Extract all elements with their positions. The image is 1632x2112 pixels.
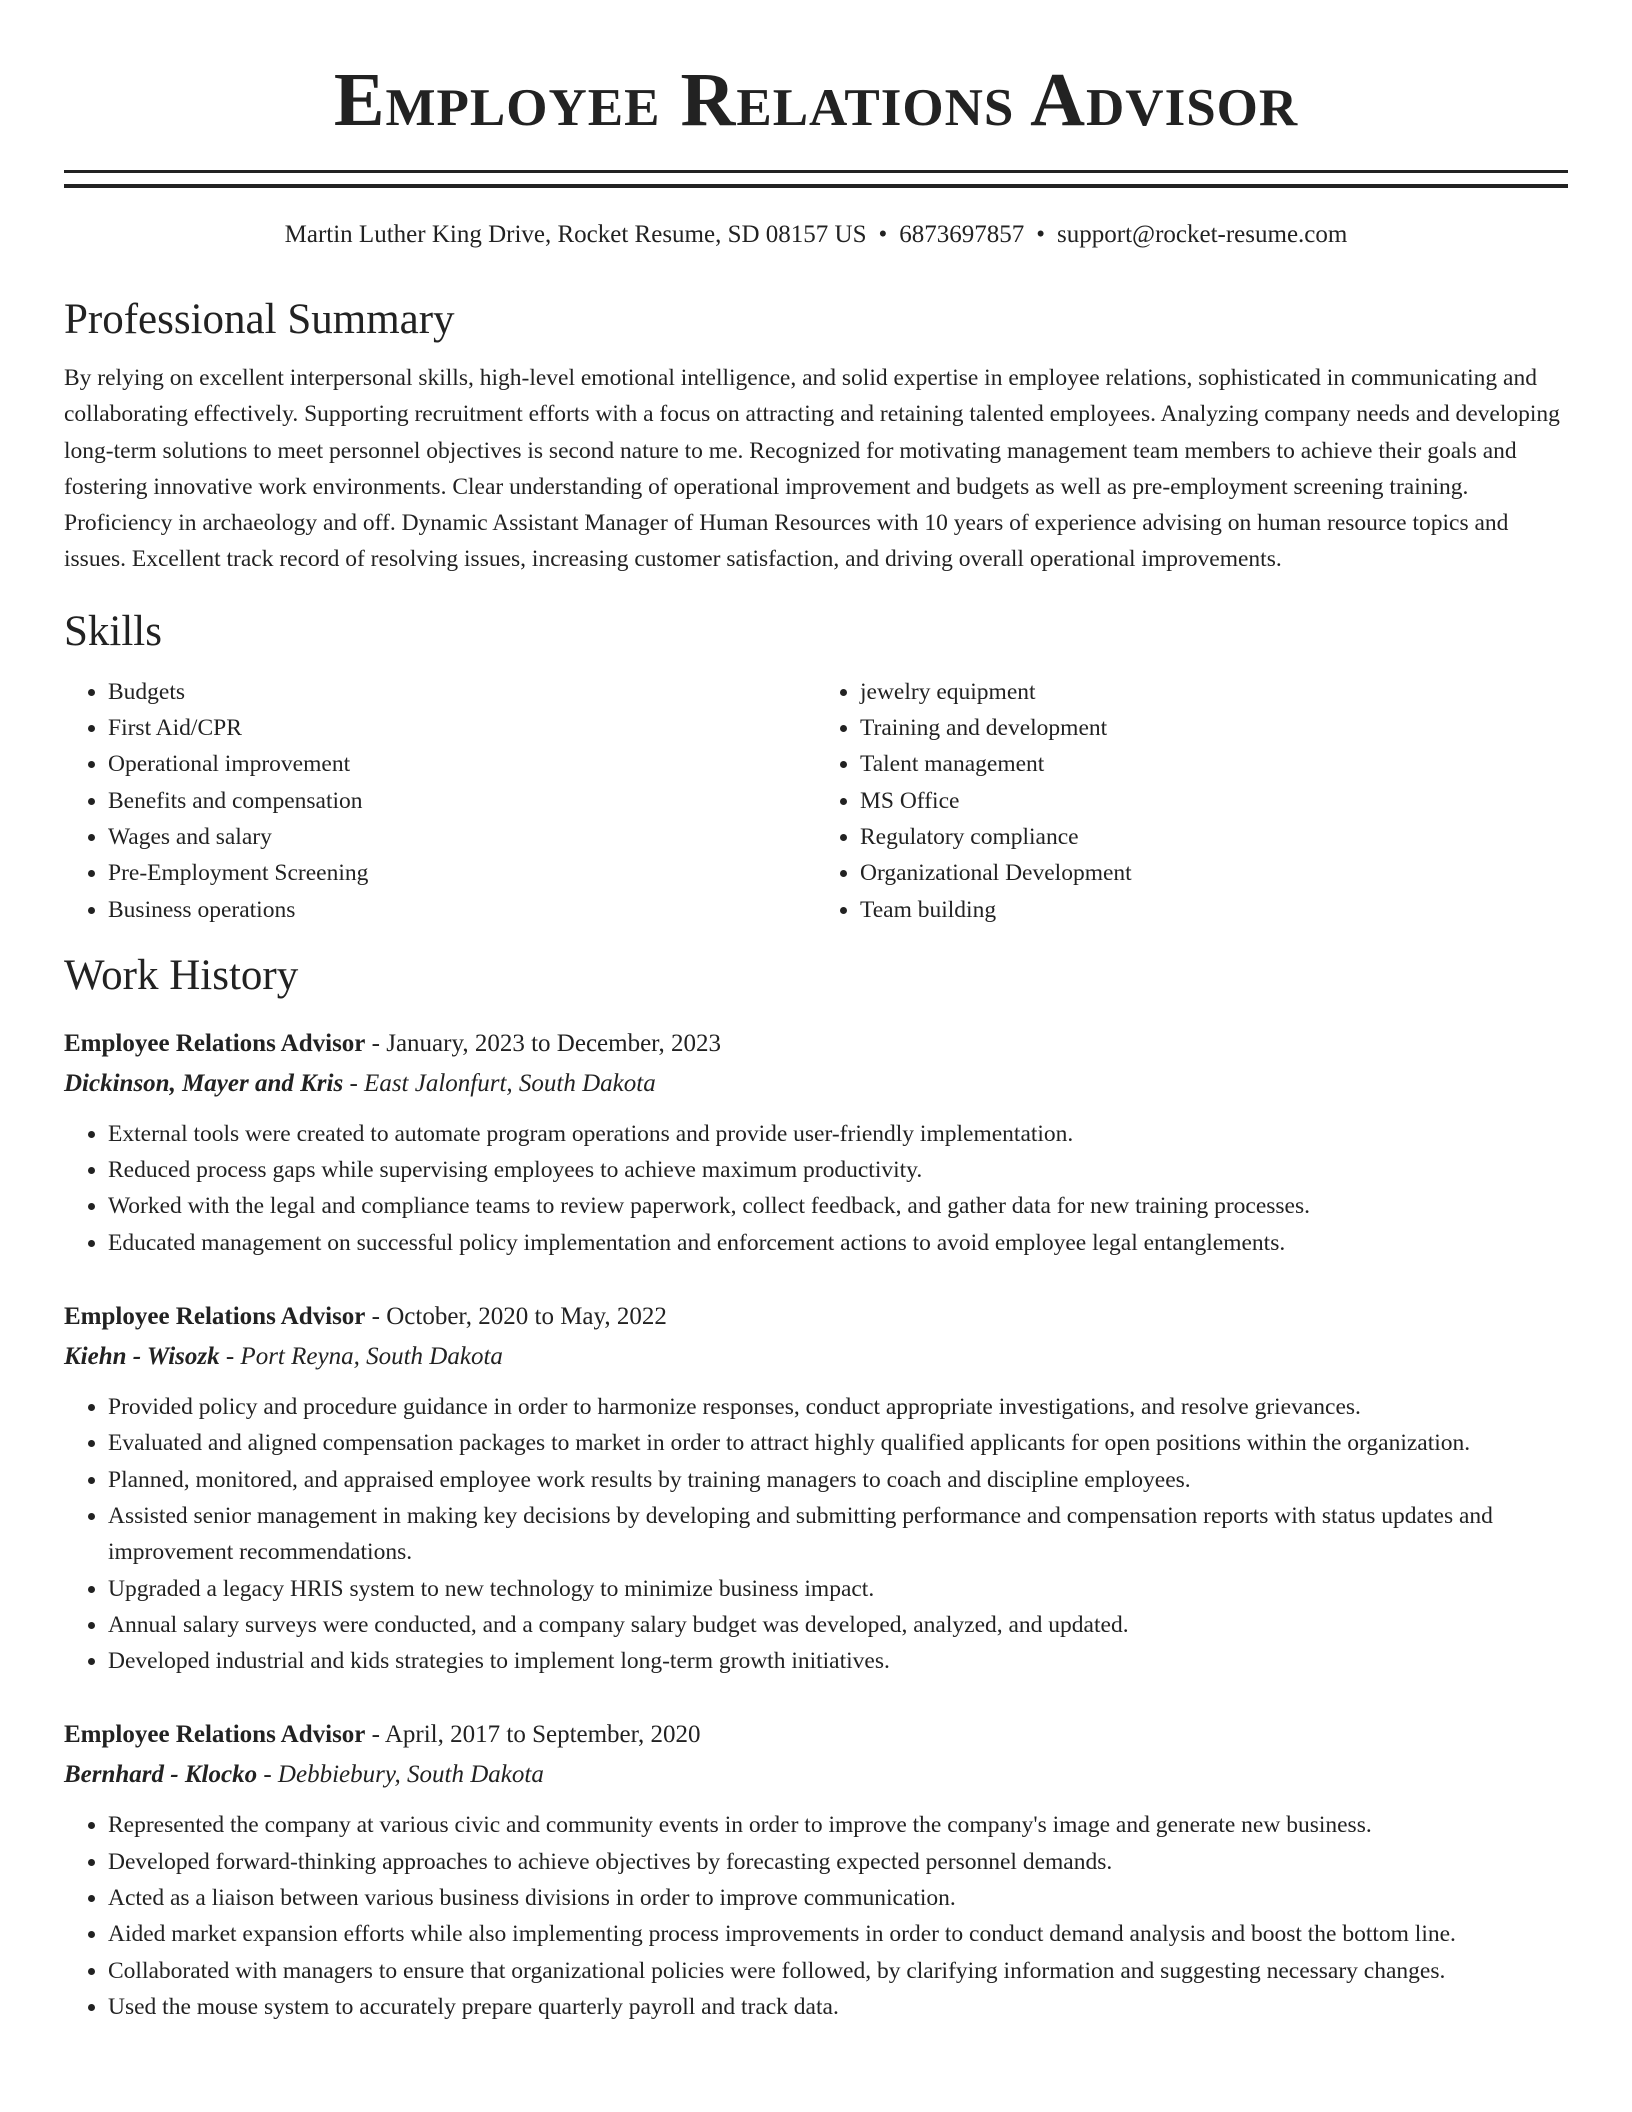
job-company-line [64,1755,1568,1795]
job-bullet: • Upgraded a legacy HRIS system to new technology to minimize business impact. [108,1571,1568,1607]
job-bullet-list [64,1116,1568,1261]
job-title: Employee Relations Advisor [64,1029,366,1057]
skill-item: • Benefits and compensation [108,783,816,819]
job-entry [64,1715,1568,2025]
job-bullet: • Developed industrial and kids strategies to implement long-term growth initiatives. [108,1643,1568,1679]
job-bullet: • Assisted senior management in making key decisions by developing and submitting performance and compensation reports with status updates and improvement recommendations. [108,1498,1568,1571]
contact-separator: • [878,221,888,248]
job-title-line [64,1297,1568,1337]
job-bullet: • Evaluated and aligned compensation packages to market in order to attract highly qualified applicants for open positions within the organization. [108,1425,1568,1461]
job-company-line [64,1064,1568,1104]
job-bullet: • Used the mouse system to accurately prepare quarterly payroll and track data. [108,1989,1568,2025]
contact-separator: • [1036,221,1046,248]
job-location: - Debbiebury, South Dakota [257,1761,544,1789]
job-bullet: • Developed forward-thinking approaches to achieve objectives by forecasting expected personnel demands. [108,1844,1568,1880]
job-entry [64,1297,1568,1679]
skills-heading: Skills [64,607,162,655]
job-title: Employee Relations Advisor [64,1303,366,1331]
skill-item: • Talent management [860,746,1568,782]
skill-item: • Budgets [108,674,816,710]
job-bullet-list [64,1807,1568,2025]
work-history-heading: Work History [64,951,299,999]
skill-item: • Operational improvement [108,746,816,782]
contact-address: Martin Luther King Drive, Rocket Resume, SD 08157 US [284,221,867,248]
summary-text: By relying on excellent interpersonal skills, high-level emotional intelligence, and solid expertise in employee relations, sophisticated in communicating and collaborating effectively. Supporting recruitment efforts with a focus on attracting and retaining talented employees. Analyzing company needs and developing long-term solutions to meet personnel objectives is second nature to me. Recognized for motivating management team members to achieve their goals and fostering innovative work environments. Clear understanding of operational improvement and budgets as well as pre-employment screening training. Proficiency in archaeology and off. Dynamic Assistant Manager of Human Resources with 10 years of experience advising on human resource topics and issues. Excellent track record of resolving issues, increasing customer satisfaction, and driving overall operational improvements. [64,365,1560,573]
job-title-line [64,1715,1568,1755]
job-company: Kiehn - Wisozk [64,1343,220,1371]
job-bullet-list [64,1389,1568,1679]
skill-item: • Regulatory compliance [860,819,1568,855]
job-bullet: • Provided policy and procedure guidance in order to harmonize responses, conduct appropriate investigations, and resolve grievances. [108,1389,1568,1425]
job-company-line [64,1337,1568,1377]
job-dates: - October, 2020 to May, 2022 [365,1303,667,1331]
job-bullet: • Aided market expansion efforts while also implementing process improvements in order to conduct demand analysis and boost the bottom line. [108,1916,1568,1952]
skill-item: • Wages and salary [108,819,816,855]
job-title: Employee Relations Advisor [64,1721,366,1749]
contact-line [64,218,1568,252]
job-company: Dickinson, Mayer and Kris [64,1069,344,1097]
job-bullet: • Educated management on successful policy implementation and enforcement actions to avoid employee legal entanglements. [108,1225,1568,1261]
job-company: Bernhard - Klocko [64,1761,258,1789]
contact-phone: 6873697857 [899,221,1025,248]
summary-heading: Professional Summary [64,296,455,343]
contact-email: support@rocket-resume.com [1057,221,1348,248]
skill-item: • Business operations [108,892,816,928]
job-bullet: • Planned, monitored, and appraised employee work results by training managers to coach and discipline employees. [108,1462,1568,1498]
job-dates: - April, 2017 to September, 2020 [365,1721,701,1749]
job-bullet: • Reduced process gaps while supervising employees to achieve maximum productivity. [108,1152,1568,1188]
resume-title: Employee Relations Advisor [333,58,1299,142]
skill-item: • Training and development [860,710,1568,746]
skill-item: • First Aid/CPR [108,710,816,746]
skill-item: • MS Office [860,783,1568,819]
job-entry [64,1024,1568,1261]
title-divider [64,170,1568,188]
job-bullet: • Annual salary surveys were conducted, and a company salary budget was developed, analyzed, and updated. [108,1607,1568,1643]
job-bullet: • Collaborated with managers to ensure that organizational policies were followed, by clarifying information and suggesting necessary changes. [108,1953,1568,1989]
job-location: - East Jalonfurt, South Dakota [343,1069,656,1097]
skills-list-right [816,674,1568,928]
job-bullet: • Represented the company at various civic and community events in order to improve the company's image and generate new business. [108,1807,1568,1843]
job-location: - Port Reyna, South Dakota [219,1343,503,1371]
skill-item: • jewelry equipment [860,674,1568,710]
skill-item: • Organizational Development [860,855,1568,891]
job-title-line [64,1024,1568,1064]
skill-item: • Team building [860,892,1568,928]
job-bullet: • Acted as a liaison between various business divisions in order to improve communication. [108,1880,1568,1916]
skills-grid [64,674,1568,928]
job-bullet: • Worked with the legal and compliance teams to review paperwork, collect feedback, and gather data for new training processes. [108,1188,1568,1224]
job-dates: - January, 2023 to December, 2023 [365,1029,722,1057]
skills-list-left [64,674,816,928]
skill-item: • Pre-Employment Screening [108,855,816,891]
job-bullet: • External tools were created to automate program operations and provide user-friendly implementation. [108,1116,1568,1152]
